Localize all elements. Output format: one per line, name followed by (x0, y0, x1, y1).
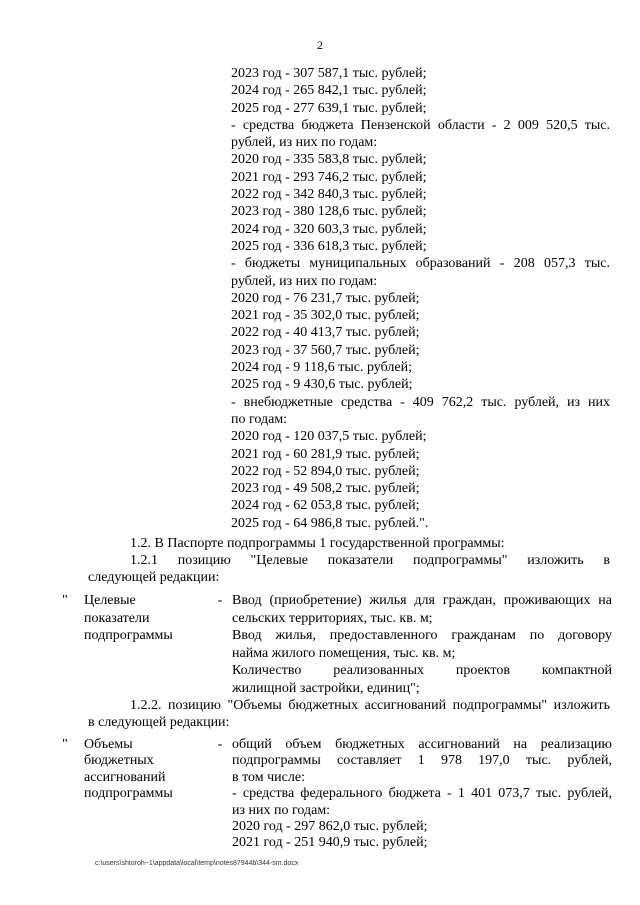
paragraph-1-2-1-line2: следующей редакции: (88, 570, 220, 585)
value-line: найма жилого помещения, тыс. кв. м; (232, 645, 456, 661)
value-line: жилищной застройки, единиц"; (232, 680, 420, 696)
paragraph-1-2-2-line2: в следующей редакции: (88, 715, 230, 730)
budget-allocations-table (62, 737, 612, 852)
paragraph-1-2-text: 1.2. В Паспорте подпрограммы 1 государственной программы: (130, 536, 505, 551)
text-line: 2023 год - 307 587,1 тыс. рублей; (231, 66, 427, 81)
budget-allocations-value (232, 737, 612, 852)
opening-quote: " (62, 593, 68, 608)
value-line: Ввод (приобретение) жилья для граждан, проживающих на (232, 593, 612, 608)
label-line: подпрограммы (84, 786, 173, 802)
text-line: - внебюджетные средства - 409 762,2 тыс. рублей, из них (231, 394, 610, 410)
text-line: 2025 год - 277 639,1 тыс. рублей; (231, 100, 427, 116)
text-line: 2025 год - 64 986,8 тыс. рублей.". (231, 515, 429, 531)
text-line: 2024 год - 265 842,1 тыс. рублей; (231, 83, 427, 99)
label-line: подпрограммы (84, 628, 173, 643)
dash-separator: - (217, 593, 223, 608)
text-line: 2021 год - 60 281,9 тыс. рублей; (231, 446, 420, 462)
text-line: 2023 год - 49 508,2 тыс. рублей; (231, 481, 420, 497)
label-line: Объемы (84, 737, 133, 752)
value-line: сельских территориях, тыс. кв. м; (232, 610, 433, 626)
text-line: 2021 год - 35 302,0 тыс. рублей; (231, 308, 420, 324)
text-line: - средства бюджета Пензенской области - 2 009 520,5 тыс. (231, 117, 610, 133)
text-line: 2022 год - 40 413,7 тыс. рублей; (231, 325, 420, 341)
text-line: 2023 год - 380 128,6 тыс. рублей; (231, 204, 427, 220)
text-line: по годам: (231, 411, 288, 427)
paragraph-1-2-1-line1: 1.2.1 позицию "Целевые показатели подпрограммы" изложить в (130, 553, 610, 568)
budget-allocations-label (84, 737, 208, 852)
paragraph-1-2 (92, 535, 610, 552)
value-line: 2020 год - 297 862,0 тыс. рублей; (232, 819, 428, 835)
value-line: из них по годам: (232, 802, 331, 818)
label-line: показатели (84, 610, 150, 626)
text-line: 2021 год - 293 746,2 тыс. рублей; (231, 169, 427, 185)
value-line: Ввод жилья, предоставленного гражданам по договору (232, 628, 612, 643)
text-line: 2020 год - 335 583,8 тыс. рублей; (231, 152, 427, 168)
target-indicators-value (232, 592, 612, 697)
text-line: 2022 год - 342 840,3 тыс. рублей; (231, 187, 427, 203)
paragraph-1-2-1 (88, 552, 610, 586)
text-line: 2020 год - 120 037,5 тыс. рублей; (231, 429, 427, 445)
label-line: ассигнований (84, 769, 166, 785)
page-number: 2 (317, 38, 323, 52)
label-line: Целевые (84, 593, 136, 608)
text-line: 2024 год - 320 603,3 тыс. рублей; (231, 221, 427, 237)
value-line: Количество реализованных проектов компактной (232, 663, 612, 678)
paragraph-1-2-2 (88, 697, 610, 731)
paragraph-1-2-2-line1: 1.2.2. позицию "Объемы бюджетных ассигнований подпрограммы" изложить (130, 698, 610, 713)
value-line: 2021 год - 251 940,9 тыс. рублей; (232, 835, 428, 851)
funding-text-block (231, 65, 610, 532)
target-indicators-label (84, 592, 208, 697)
dash-separator: - (217, 737, 223, 752)
text-line: 2020 год - 76 231,7 тыс. рублей; (231, 290, 420, 306)
value-line: - средства федерального бюджета - 1 401 073,7 тыс. рублей, (232, 786, 612, 802)
label-line: бюджетных (84, 753, 154, 769)
file-path-footer: c:\users\shtoroh~1\appdata\local\temp\notes87944b\344-sm.docx (95, 860, 299, 867)
text-line: 2022 год - 52 894,0 тыс. рублей; (231, 463, 420, 479)
text-line: 2025 год - 9 430,6 тыс. рублей; (231, 377, 413, 393)
opening-quote: " (62, 737, 68, 752)
text-line: рублей, из них по годам: (231, 273, 378, 289)
text-line: 2023 год - 37 560,7 тыс. рублей; (231, 342, 420, 358)
target-indicators-table (62, 592, 612, 697)
value-line: в том числе: (232, 769, 305, 785)
text-line: 2024 год - 9 118,6 тыс. рублей; (231, 360, 412, 376)
text-line: - бюджеты муниципальных образований - 208 057,3 тыс. (231, 256, 610, 272)
value-line: общий объем бюджетных ассигнований на реализацию (232, 737, 612, 752)
text-line: 2025 год - 336 618,3 тыс. рублей; (231, 238, 427, 254)
text-line: рублей, из них по годам: (231, 135, 378, 151)
value-line: подпрограммы составляет 1 978 197,0 тыс. рублей, (232, 753, 612, 769)
text-line: 2024 год - 62 053,8 тыс. рублей; (231, 498, 420, 514)
